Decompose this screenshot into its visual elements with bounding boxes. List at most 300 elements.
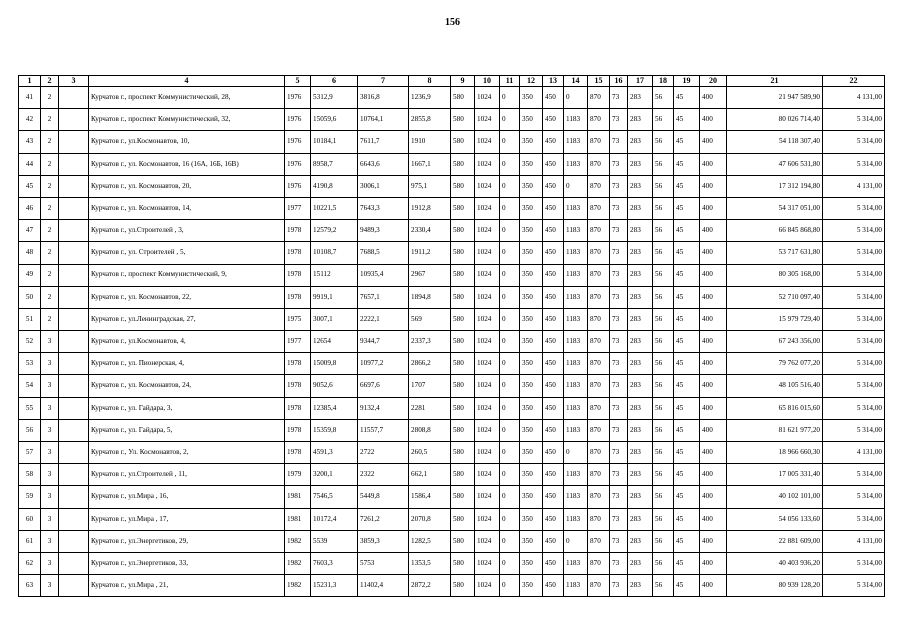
column-header-12: 12 — [520, 76, 543, 87]
table-row — [19, 175, 885, 197]
table-cell-col-15: 870 — [588, 486, 610, 508]
page-number: 156 — [445, 17, 460, 28]
table-cell-col-2: 2 — [41, 87, 59, 109]
table-cell-col-19: 45 — [674, 419, 700, 441]
table-cell-col-4: Курчатов г., ул. Пионерская, 4, — [89, 353, 285, 375]
table-cell-col-3 — [59, 464, 89, 486]
table-cell-col-14: 1183 — [564, 486, 588, 508]
table-cell-col-11: 0 — [500, 308, 520, 330]
table-cell-col-11: 0 — [500, 286, 520, 308]
table-cell-col-6: 9919,1 — [311, 286, 358, 308]
column-header-9: 9 — [451, 76, 475, 87]
table-row — [19, 131, 885, 153]
table-cell-col-2: 3 — [41, 486, 59, 508]
table-cell-col-9: 580 — [451, 552, 475, 574]
table-cell-col-3 — [59, 197, 89, 219]
table-cell-col-12: 350 — [520, 286, 543, 308]
table-cell-col-6: 8958,7 — [311, 153, 358, 175]
table-cell-col-2: 2 — [41, 264, 59, 286]
table-cell-col-17: 283 — [628, 419, 653, 441]
table-row — [19, 109, 885, 131]
table-cell-col-9: 580 — [451, 486, 475, 508]
table-cell-col-1: 50 — [19, 286, 41, 308]
table-body — [19, 87, 885, 597]
table-cell-col-21: 81 621 977,20 — [727, 419, 823, 441]
table-cell-col-3 — [59, 353, 89, 375]
table-cell-col-7: 3859,3 — [358, 530, 409, 552]
table-cell-col-15: 870 — [588, 220, 610, 242]
table-cell-col-7: 6697,6 — [358, 375, 409, 397]
table-cell-col-17: 283 — [628, 464, 653, 486]
table-cell-col-6: 7603,3 — [311, 552, 358, 574]
table-cell-col-10: 1024 — [475, 419, 500, 441]
table-cell-col-13: 450 — [543, 220, 564, 242]
table-cell-col-9: 580 — [451, 286, 475, 308]
table-cell-col-2: 2 — [41, 286, 59, 308]
table-cell-col-15: 870 — [588, 197, 610, 219]
table-cell-col-6: 15359,8 — [311, 419, 358, 441]
table-cell-col-2: 3 — [41, 375, 59, 397]
table-cell-col-6: 7546,5 — [311, 486, 358, 508]
table-cell-col-16: 73 — [610, 442, 628, 464]
table-cell-col-22: 4 131,00 — [823, 175, 885, 197]
table-cell-col-16: 73 — [610, 242, 628, 264]
table-cell-col-16: 73 — [610, 331, 628, 353]
table-row — [19, 242, 885, 264]
table-cell-col-22: 5 314,00 — [823, 131, 885, 153]
table-cell-col-2: 3 — [41, 464, 59, 486]
column-header-20: 20 — [700, 76, 727, 87]
table-cell-col-12: 350 — [520, 552, 543, 574]
table-cell-col-16: 73 — [610, 375, 628, 397]
table-cell-col-20: 400 — [700, 397, 727, 419]
table-cell-col-21: 15 979 729,40 — [727, 308, 823, 330]
table-cell-col-12: 350 — [520, 464, 543, 486]
table-cell-col-17: 283 — [628, 153, 653, 175]
table-cell-col-20: 400 — [700, 264, 727, 286]
table-cell-col-16: 73 — [610, 286, 628, 308]
table-cell-col-2: 3 — [41, 575, 59, 597]
column-header-6: 6 — [311, 76, 358, 87]
table-cell-col-13: 450 — [543, 353, 564, 375]
table-cell-col-8: 2855,8 — [409, 109, 451, 131]
table-cell-col-18: 56 — [653, 508, 674, 530]
table-cell-col-11: 0 — [500, 87, 520, 109]
table-cell-col-14: 1183 — [564, 464, 588, 486]
table-cell-col-16: 73 — [610, 220, 628, 242]
table-cell-col-13: 450 — [543, 286, 564, 308]
table-cell-col-13: 450 — [543, 530, 564, 552]
table-cell-col-13: 450 — [543, 508, 564, 530]
table-cell-col-9: 580 — [451, 131, 475, 153]
table-cell-col-21: 53 717 631,80 — [727, 242, 823, 264]
table-cell-col-22: 5 314,00 — [823, 419, 885, 441]
table-cell-col-8: 2872,2 — [409, 575, 451, 597]
table-cell-col-3 — [59, 175, 89, 197]
column-header-10: 10 — [475, 76, 500, 87]
table-cell-col-7: 10764,1 — [358, 109, 409, 131]
table-cell-col-6: 12385,4 — [311, 397, 358, 419]
table-cell-col-18: 56 — [653, 375, 674, 397]
table-cell-col-1: 53 — [19, 353, 41, 375]
table-cell-col-3 — [59, 375, 89, 397]
table-cell-col-8: 1910 — [409, 131, 451, 153]
column-header-11: 11 — [500, 76, 520, 87]
table-cell-col-13: 450 — [543, 419, 564, 441]
table-cell-col-12: 350 — [520, 220, 543, 242]
table-cell-col-6: 12579,2 — [311, 220, 358, 242]
table-cell-col-20: 400 — [700, 353, 727, 375]
table-cell-col-7: 10977,2 — [358, 353, 409, 375]
table-cell-col-4: Курчатов г., ул.Космонавтов, 10, — [89, 131, 285, 153]
table-cell-col-12: 350 — [520, 575, 543, 597]
table-cell-col-17: 283 — [628, 508, 653, 530]
table-cell-col-19: 45 — [674, 331, 700, 353]
table-cell-col-7: 9132,4 — [358, 397, 409, 419]
table-cell-col-20: 400 — [700, 175, 727, 197]
table-cell-col-18: 56 — [653, 109, 674, 131]
table-cell-col-3 — [59, 109, 89, 131]
table-cell-col-19: 45 — [674, 264, 700, 286]
table-cell-col-10: 1024 — [475, 264, 500, 286]
column-header-19: 19 — [674, 76, 700, 87]
table-cell-col-14: 0 — [564, 442, 588, 464]
table-cell-col-21: 47 606 531,80 — [727, 153, 823, 175]
table-cell-col-13: 450 — [543, 375, 564, 397]
table-cell-col-18: 56 — [653, 486, 674, 508]
table-cell-col-2: 3 — [41, 331, 59, 353]
table-cell-col-1: 58 — [19, 464, 41, 486]
table-cell-col-4: Курчатов г., ул. Строителей , 5, — [89, 242, 285, 264]
column-header-3: 3 — [59, 76, 89, 87]
table-cell-col-20: 400 — [700, 508, 727, 530]
table-cell-col-17: 283 — [628, 264, 653, 286]
table-cell-col-9: 580 — [451, 109, 475, 131]
column-header-13: 13 — [543, 76, 564, 87]
table-cell-col-22: 5 314,00 — [823, 353, 885, 375]
table-cell-col-5: 1981 — [285, 486, 311, 508]
table-cell-col-14: 1183 — [564, 286, 588, 308]
table-cell-col-11: 0 — [500, 197, 520, 219]
table-cell-col-7: 11402,4 — [358, 575, 409, 597]
table-cell-col-9: 580 — [451, 375, 475, 397]
table-cell-col-4: Курчатов г., ул.Ленинградская, 27, — [89, 308, 285, 330]
table-cell-col-13: 450 — [543, 87, 564, 109]
table-cell-col-7: 5753 — [358, 552, 409, 574]
table-cell-col-18: 56 — [653, 131, 674, 153]
table-cell-col-10: 1024 — [475, 353, 500, 375]
table-cell-col-14: 1183 — [564, 375, 588, 397]
table-cell-col-3 — [59, 442, 89, 464]
table-cell-col-12: 350 — [520, 197, 543, 219]
table-cell-col-5: 1979 — [285, 464, 311, 486]
table-cell-col-22: 5 314,00 — [823, 375, 885, 397]
table-cell-col-6: 4190,8 — [311, 175, 358, 197]
table-cell-col-9: 580 — [451, 197, 475, 219]
table-cell-col-6: 5539 — [311, 530, 358, 552]
table-cell-col-17: 283 — [628, 575, 653, 597]
table-cell-col-8: 2866,2 — [409, 353, 451, 375]
table-cell-col-5: 1982 — [285, 552, 311, 574]
table-cell-col-20: 400 — [700, 286, 727, 308]
table-cell-col-3 — [59, 552, 89, 574]
table-cell-col-16: 73 — [610, 397, 628, 419]
table-cell-col-5: 1978 — [285, 442, 311, 464]
table-row — [19, 264, 885, 286]
table-cell-col-9: 580 — [451, 175, 475, 197]
table-cell-col-4: Курчатов г., ул. Гайдара, 3, — [89, 397, 285, 419]
header-row — [19, 76, 885, 87]
table-row — [19, 286, 885, 308]
table-cell-col-15: 870 — [588, 131, 610, 153]
table-cell-col-9: 580 — [451, 397, 475, 419]
table-cell-col-12: 350 — [520, 508, 543, 530]
table-cell-col-7: 7643,3 — [358, 197, 409, 219]
table-cell-col-4: Курчатов г., ул.Энергетиков, 29, — [89, 530, 285, 552]
table-cell-col-21: 40 403 936,20 — [727, 552, 823, 574]
table-cell-col-21: 40 102 101,00 — [727, 486, 823, 508]
table-cell-col-8: 975,1 — [409, 175, 451, 197]
table-cell-col-16: 73 — [610, 197, 628, 219]
table-cell-col-4: Курчатов г., ул.Строителей , 3, — [89, 220, 285, 242]
column-header-22: 22 — [823, 76, 885, 87]
table-cell-col-17: 283 — [628, 308, 653, 330]
table-cell-col-5: 1976 — [285, 153, 311, 175]
table-cell-col-7: 9344,7 — [358, 331, 409, 353]
table-cell-col-12: 350 — [520, 397, 543, 419]
table-cell-col-9: 580 — [451, 353, 475, 375]
table-cell-col-4: Курчатов г., ул.Мира , 21, — [89, 575, 285, 597]
table-cell-col-8: 1911,2 — [409, 242, 451, 264]
table-cell-col-13: 450 — [543, 131, 564, 153]
table-cell-col-1: 56 — [19, 419, 41, 441]
table-cell-col-2: 3 — [41, 353, 59, 375]
table-cell-col-10: 1024 — [475, 220, 500, 242]
table-cell-col-17: 283 — [628, 242, 653, 264]
table-cell-col-3 — [59, 220, 89, 242]
table-cell-col-8: 2337,3 — [409, 331, 451, 353]
table-cell-col-5: 1978 — [285, 264, 311, 286]
table-cell-col-17: 283 — [628, 442, 653, 464]
table-cell-col-14: 1183 — [564, 131, 588, 153]
table-cell-col-2: 3 — [41, 419, 59, 441]
table-cell-col-14: 1183 — [564, 242, 588, 264]
table-cell-col-20: 400 — [700, 575, 727, 597]
table-cell-col-19: 45 — [674, 575, 700, 597]
table-cell-col-15: 870 — [588, 419, 610, 441]
table-cell-col-16: 73 — [610, 464, 628, 486]
table-cell-col-16: 73 — [610, 486, 628, 508]
table-cell-col-18: 56 — [653, 530, 674, 552]
table-cell-col-17: 283 — [628, 375, 653, 397]
table-cell-col-13: 450 — [543, 109, 564, 131]
table-cell-col-4: Курчатов г., проспект Коммунистический, 32, — [89, 109, 285, 131]
table-cell-col-19: 45 — [674, 508, 700, 530]
table-cell-col-13: 450 — [543, 397, 564, 419]
table-cell-col-20: 400 — [700, 87, 727, 109]
table-cell-col-12: 350 — [520, 375, 543, 397]
table-cell-col-22: 5 314,00 — [823, 575, 885, 597]
table-cell-col-11: 0 — [500, 131, 520, 153]
table-cell-col-19: 45 — [674, 131, 700, 153]
table-cell-col-13: 450 — [543, 552, 564, 574]
table-cell-col-9: 580 — [451, 242, 475, 264]
table-cell-col-22: 5 314,00 — [823, 397, 885, 419]
table-cell-col-1: 44 — [19, 153, 41, 175]
table-cell-col-14: 0 — [564, 530, 588, 552]
table-cell-col-3 — [59, 264, 89, 286]
table-cell-col-8: 1236,9 — [409, 87, 451, 109]
table-row — [19, 464, 885, 486]
table-cell-col-12: 350 — [520, 442, 543, 464]
table-cell-col-5: 1978 — [285, 419, 311, 441]
table-cell-col-10: 1024 — [475, 153, 500, 175]
table-cell-col-15: 870 — [588, 442, 610, 464]
table-cell-col-11: 0 — [500, 397, 520, 419]
table-cell-col-1: 45 — [19, 175, 41, 197]
table-cell-col-8: 1586,4 — [409, 486, 451, 508]
table-cell-col-5: 1977 — [285, 331, 311, 353]
table-cell-col-5: 1976 — [285, 175, 311, 197]
table-cell-col-2: 2 — [41, 308, 59, 330]
column-header-1: 1 — [19, 76, 41, 87]
table-cell-col-22: 5 314,00 — [823, 308, 885, 330]
table-cell-col-22: 5 314,00 — [823, 552, 885, 574]
table-cell-col-1: 60 — [19, 508, 41, 530]
table-cell-col-19: 45 — [674, 552, 700, 574]
table-cell-col-14: 1183 — [564, 508, 588, 530]
table-cell-col-18: 56 — [653, 419, 674, 441]
table-cell-col-18: 56 — [653, 242, 674, 264]
table-cell-col-5: 1978 — [285, 353, 311, 375]
table-cell-col-20: 400 — [700, 220, 727, 242]
table-cell-col-18: 56 — [653, 286, 674, 308]
table-cell-col-2: 2 — [41, 242, 59, 264]
table-cell-col-14: 1183 — [564, 353, 588, 375]
table-cell-col-18: 56 — [653, 153, 674, 175]
table-cell-col-19: 45 — [674, 464, 700, 486]
table-row — [19, 87, 885, 109]
table-cell-col-15: 870 — [588, 153, 610, 175]
table-cell-col-3 — [59, 419, 89, 441]
table-cell-col-10: 1024 — [475, 464, 500, 486]
table-cell-col-21: 54 317 051,00 — [727, 197, 823, 219]
table-cell-col-4: Курчатов г., ул.Космонавтов, 4, — [89, 331, 285, 353]
table-cell-col-21: 52 710 097,40 — [727, 286, 823, 308]
table-cell-col-17: 283 — [628, 220, 653, 242]
table-cell-col-22: 5 314,00 — [823, 264, 885, 286]
table-row — [19, 442, 885, 464]
table-cell-col-16: 73 — [610, 109, 628, 131]
table-cell-col-13: 450 — [543, 464, 564, 486]
table-cell-col-5: 1978 — [285, 286, 311, 308]
table-cell-col-5: 1978 — [285, 220, 311, 242]
table-cell-col-15: 870 — [588, 575, 610, 597]
table-cell-col-7: 2222,1 — [358, 308, 409, 330]
table-cell-col-6: 15112 — [311, 264, 358, 286]
table-cell-col-9: 580 — [451, 575, 475, 597]
table-cell-col-5: 1975 — [285, 308, 311, 330]
column-header-21: 21 — [727, 76, 823, 87]
table-cell-col-3 — [59, 131, 89, 153]
table-cell-col-15: 870 — [588, 552, 610, 574]
table-cell-col-11: 0 — [500, 530, 520, 552]
table-cell-col-3 — [59, 331, 89, 353]
table-cell-col-17: 283 — [628, 486, 653, 508]
table-row — [19, 197, 885, 219]
table-row — [19, 575, 885, 597]
table-cell-col-15: 870 — [588, 286, 610, 308]
table-cell-col-10: 1024 — [475, 375, 500, 397]
table-cell-col-10: 1024 — [475, 87, 500, 109]
table-cell-col-7: 7688,5 — [358, 242, 409, 264]
table-cell-col-5: 1978 — [285, 375, 311, 397]
table-row — [19, 486, 885, 508]
table-cell-col-22: 5 314,00 — [823, 220, 885, 242]
table-cell-col-16: 73 — [610, 530, 628, 552]
table-cell-col-8: 2808,8 — [409, 419, 451, 441]
table-cell-col-3 — [59, 508, 89, 530]
table-cell-col-6: 3200,1 — [311, 464, 358, 486]
table-cell-col-1: 47 — [19, 220, 41, 242]
table-cell-col-15: 870 — [588, 331, 610, 353]
table-cell-col-17: 283 — [628, 353, 653, 375]
table-cell-col-10: 1024 — [475, 508, 500, 530]
table-cell-col-4: Курчатов г., Ул. Космонавтов, 2, — [89, 442, 285, 464]
table-cell-col-22: 5 314,00 — [823, 286, 885, 308]
table-cell-col-18: 56 — [653, 87, 674, 109]
table-cell-col-9: 580 — [451, 419, 475, 441]
table-cell-col-20: 400 — [700, 331, 727, 353]
table-cell-col-15: 870 — [588, 109, 610, 131]
column-header-16: 16 — [610, 76, 628, 87]
table-cell-col-12: 350 — [520, 530, 543, 552]
table-cell-col-20: 400 — [700, 530, 727, 552]
column-header-18: 18 — [653, 76, 674, 87]
table-row — [19, 397, 885, 419]
table-cell-col-10: 1024 — [475, 530, 500, 552]
table-cell-col-3 — [59, 87, 89, 109]
table-cell-col-13: 450 — [543, 264, 564, 286]
table-cell-col-5: 1976 — [285, 87, 311, 109]
table-cell-col-18: 56 — [653, 353, 674, 375]
table-cell-col-17: 283 — [628, 552, 653, 574]
table-cell-col-16: 73 — [610, 419, 628, 441]
table-cell-col-11: 0 — [500, 464, 520, 486]
table-cell-col-22: 5 314,00 — [823, 486, 885, 508]
table-cell-col-9: 580 — [451, 264, 475, 286]
table-cell-col-8: 1894,8 — [409, 286, 451, 308]
table-cell-col-18: 56 — [653, 575, 674, 597]
table-cell-col-8: 1353,5 — [409, 552, 451, 574]
table-cell-col-11: 0 — [500, 552, 520, 574]
table-cell-col-12: 350 — [520, 131, 543, 153]
table-cell-col-2: 3 — [41, 552, 59, 574]
table-cell-col-2: 2 — [41, 153, 59, 175]
table-cell-col-19: 45 — [674, 486, 700, 508]
table-cell-col-17: 283 — [628, 397, 653, 419]
table-cell-col-22: 5 314,00 — [823, 153, 885, 175]
table-cell-col-8: 2330,4 — [409, 220, 451, 242]
table-cell-col-14: 0 — [564, 175, 588, 197]
table-cell-col-10: 1024 — [475, 308, 500, 330]
table-cell-col-4: Курчатов г., ул. Космонавтов, 16 (16А, 16Б, 16В) — [89, 153, 285, 175]
table-cell-col-4: Курчатов г., ул.Мира , 17, — [89, 508, 285, 530]
table-cell-col-19: 45 — [674, 87, 700, 109]
table-cell-col-19: 45 — [674, 220, 700, 242]
table-cell-col-6: 15059,6 — [311, 109, 358, 131]
table-cell-col-21: 48 105 516,40 — [727, 375, 823, 397]
